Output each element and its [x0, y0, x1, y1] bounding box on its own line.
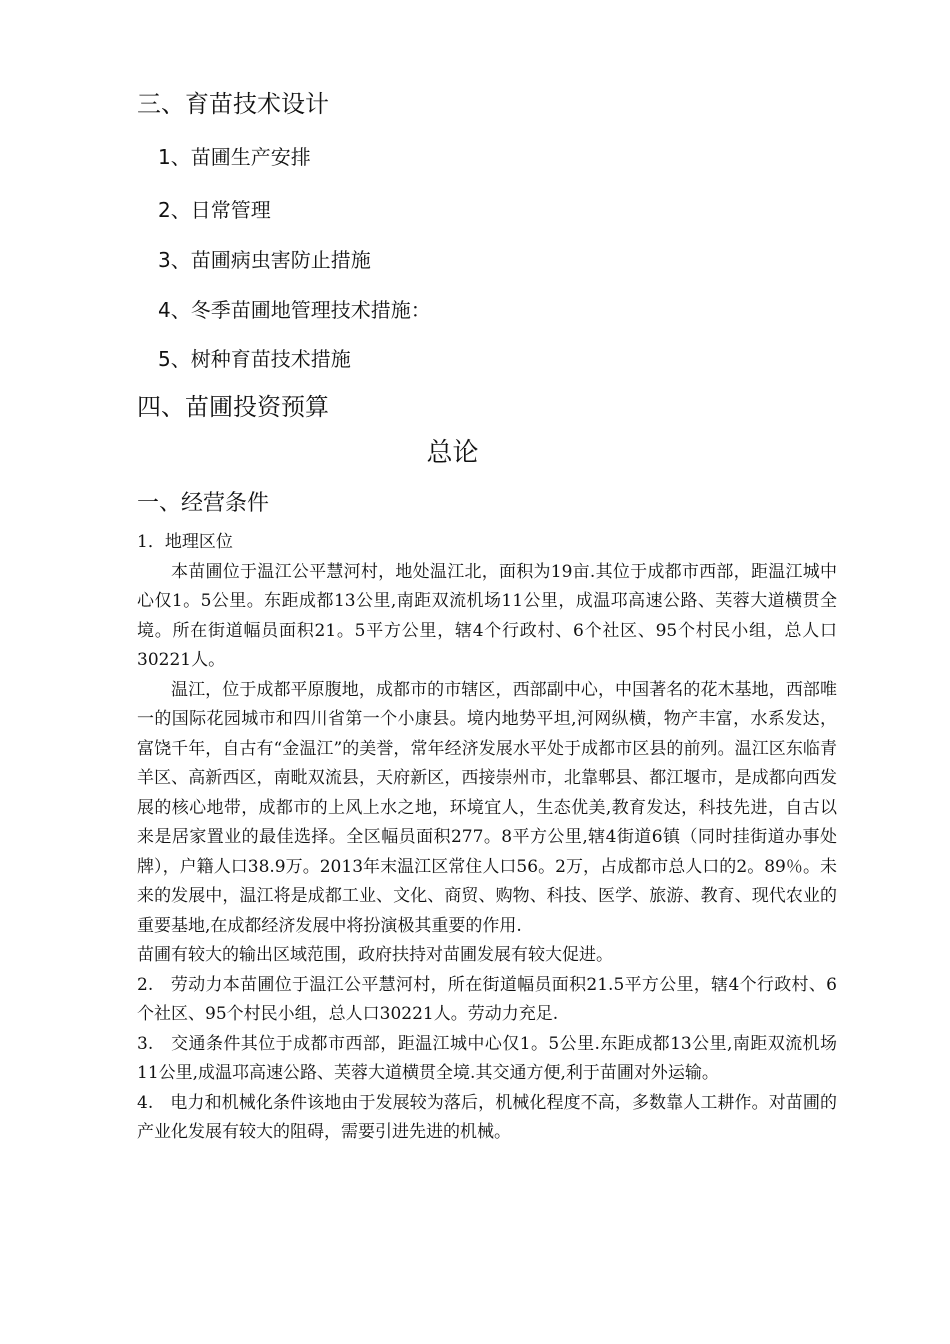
section-heading-1: 一、经营条件 [137, 491, 270, 516]
paragraph-output: 苗圃有较大的输出区域范围，政府扶持对苗圃发展有较大促进。 [137, 945, 613, 965]
outline-item-2: 2、日常管理 [158, 198, 271, 222]
paragraph-wenjiang: 温江，位于成都平原腹地，成都市的市辖区，西部副中心，中国著名的花木基地，西部唯一的国际花园城市和四川省第一个小康县。境内地势平坦,河网纵横，物产丰富，水系发达，富饶千年，自古有“金温江”的美誉，常年经济发展水平处于成都市区县的前列。温江区东临青羊区、高新西区，南毗双流县，天府新区，西接崇州市，北靠郫县、都江堰市，是成都向西发展的核心地带，成都市的上风上水之地，环境宜人，生态优美,教育发达，科技先进，自古以来是居家置业的最佳选择。全区幅员面积277。8平方公里,辖4街道6镇（同时挂街道办事处牌），户籍人口38.9万。2013年末温江区常住人口56。2万，占成都市总人口的2。89％。未来的发展中，温江将是成都工业、文化、商贸、购物、科技、医学、旅游、教育、现代农业的重要基地,在成都经济发展中将扮演极其重要的作用. [137, 679, 837, 936]
paragraph-location: 本苗圃位于温江公平慧河村，地处温江北，面积为19亩.其位于成都市西部，距温江城中心仅1。5公里。东距成都13公里,南距双流机场11公里，成温邛高速公路、芙蓉大道横贯全境。所在街道幅员面积21。5平方公里，辖4个行政村、6个社区、95个村民小组，总人口30221人。 [137, 561, 837, 670]
outline-item-4: 4、冬季苗圃地管理技术措施： [158, 298, 431, 322]
paragraph-labor: 2. 劳动力本苗圃位于温江公平慧河村，所在街道幅员面积21.5平方公里，辖4个行政村、6个社区、95个村民小组，总人口30221人。劳动力充足. [137, 974, 837, 1024]
paragraph-transport: 3. 交通条件其位于成都市西部，距温江城中心仅1。5公里.东距成都13公里,南距双流机场11公里,成温邛高速公路、芙蓉大道横贯全境.其交通方便,利于苗圃对外运输。 [137, 1033, 837, 1083]
body-text [137, 528, 837, 1148]
outline-item-5: 5、树种育苗技术措施 [158, 347, 351, 371]
section-heading-4: 四、苗圃投资预算 [137, 393, 329, 421]
doc-title: 总论 [426, 438, 479, 468]
section-heading-3: 三、育苗技术设计 [137, 90, 329, 118]
outline-item-1: 1、苗圃生产安排 [158, 145, 311, 169]
subheading-geography: 1．地理区位 [137, 532, 233, 552]
outline-item-3: 3、苗圃病虫害防止措施 [158, 248, 371, 272]
paragraph-power: 4. 电力和机械化条件该地由于发展较为落后，机械化程度不高，多数靠人工耕作。对苗圃的产业化发展有较大的阻碍，需要引进先进的机械。 [137, 1092, 837, 1142]
